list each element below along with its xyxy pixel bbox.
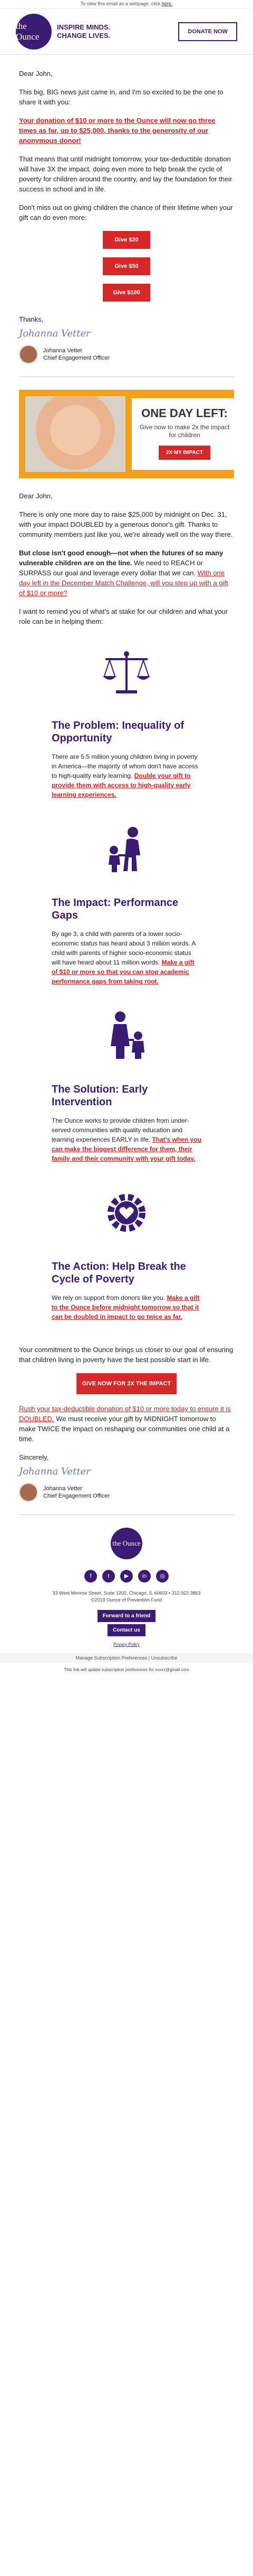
social-links [0, 1570, 253, 1583]
match-challenge-link[interactable]: With one day left in the December Match Challenge, will you step up with a gift of $10 or more? [19, 569, 228, 597]
feature-text: The Ounce works to provide children from under-served communities with quality education and learning experiences EARLY in life. That's when you can make the biggest difference for them, their family and their community with your gift today. [52, 1117, 201, 1162]
body-text: We need to REACH or SURPASS our goal and leverage every dollar that we can. [19, 559, 203, 577]
feature-action [0, 1176, 253, 1321]
feature-link[interactable]: That's when you can make the biggest difference for them, their family and their community with your gift today. [52, 1136, 201, 1162]
footer-address: 33 West Monroe Street, Suite 1200, Chicago, IL 60603 • 312.922.3863 ©2019 Ounce of Prevention Fund [0, 1590, 253, 1604]
intro-paragraph-3: Don't miss out on giving children the chance of their lifetime when your gift can do even more: [19, 204, 233, 221]
give-now-2x-button[interactable]: GIVE NOW FOR 2X THE IMPACT [76, 1373, 177, 1394]
feature-title: The Action: Help Break the Cycle of Poverty [52, 1261, 186, 1285]
manage-subscription-link[interactable]: Manage Subscription Preferences | Unsubscribe [75, 1655, 178, 1661]
preheader-text: To view this email as a webpage, click [80, 1, 161, 6]
hero-subtitle: Give now to make 2x the impact for children [139, 423, 230, 439]
greeting: Dear John, [19, 70, 53, 78]
body-paragraph-1: There is only one more day to raise $25,000 by midnight on Dec. 31, with your impact DOUBLED by a generous donor's gift. Thanks to community members just like you, we're already well on the way there. [19, 510, 233, 538]
feature-link[interactable]: Make a gift to the Ounce before midnight tomorrow so that it can be doubled in impact to go twice as far. [52, 1294, 200, 1320]
subscription-note: This link will update subscription preferences for xxxxx@gmail.com [64, 1667, 189, 1672]
subscription-bar [0, 1653, 253, 1663]
closing-section [0, 1334, 253, 1502]
intro-paragraph-1: This big, BIG news just came in, and I'm so excited to be the one to share it with you: [19, 88, 223, 106]
feature-title: The Impact: Performance Gaps [52, 897, 179, 921]
hero-title: ONE DAY LEFT: [141, 407, 228, 420]
give-20-button[interactable]: Give $20 [103, 231, 150, 249]
baby-photo [25, 396, 125, 472]
scales-icon [100, 645, 153, 698]
donate-now-button[interactable]: DONATE NOW [178, 22, 237, 41]
closing-signature: Johanna Vetter [19, 1466, 91, 1477]
signer-name: Johanna Vetter [43, 348, 83, 354]
footer-buttons [0, 1609, 253, 1637]
rush-donation-link[interactable]: Rush your tax-deductible donation of $10 or more today to ensure it is DOUBLED. [19, 1405, 231, 1423]
give-100-button[interactable]: Give $100 [103, 284, 150, 302]
footer-divider [19, 1514, 234, 1515]
linkedin-icon[interactable]: in [138, 1570, 151, 1583]
feature-text: There are 5.5 million young children living in poverty in America—the majority of whom don't have access to high-quality early learning. Double your gift to provide them with access to high-quality early learning experiences. [52, 753, 198, 798]
youtube-icon[interactable]: ▶ [120, 1570, 133, 1583]
body-bold-text: But close isn't good enough—not when the futures of so many vulnerable children are on the line. [19, 549, 223, 567]
feature-impact [0, 812, 253, 986]
feature-problem [0, 635, 253, 799]
hero-card [132, 398, 237, 470]
feature-solution [0, 999, 253, 1163]
triple-match-link[interactable]: Your donation of $10 or more to the Ounce will now go three times as far, up to $25,000, thanks to the generosity of our anonymous donor! [19, 117, 216, 144]
body-greeting: Dear John, [19, 492, 53, 500]
body-section [0, 478, 253, 626]
avatar [19, 345, 38, 364]
signer-title: Chief Engagement Officer [43, 355, 110, 361]
feature-title: The Solution: Early Intervention [52, 1084, 148, 1108]
thanks-text: Thanks, [19, 315, 44, 323]
feature-link[interactable]: Make a gift of $10 or more so that you can stop academic performance gaps from taking root. [52, 959, 194, 985]
avatar [19, 1483, 38, 1502]
intro-section [0, 55, 253, 364]
body-paragraph-2 [19, 548, 234, 598]
closing-paragraph-1: Your commitment to the Ounce brings us closer to our goal of ensuring that children living in poverty have the best possible start in life. [19, 1346, 233, 1364]
signature: Johanna Vetter [19, 328, 91, 339]
gear-heart-icon [100, 1186, 153, 1239]
forward-to-friend-button[interactable]: Forward to a friend [98, 1610, 156, 1622]
feature-title: The Problem: Inequality of Opportunity [52, 720, 184, 744]
double-impact-button[interactable]: 2X MY IMPACT [159, 446, 210, 460]
header [0, 9, 253, 55]
family-icon [100, 1009, 153, 1062]
parent-child-icon [100, 823, 153, 875]
footer-logo[interactable]: the Ounce [111, 1528, 142, 1559]
footer [0, 1528, 253, 1678]
facebook-icon[interactable]: f [84, 1570, 97, 1583]
feature-link[interactable]: Double your gift to provide them with access to high-quality early learning experiences. [52, 772, 191, 798]
sincerely-text: Sincerely, [19, 1453, 49, 1461]
ounce-logo[interactable]: the Ounce [16, 14, 52, 50]
tagline [57, 23, 110, 40]
give-50-button[interactable]: Give $50 [103, 257, 150, 275]
feature-text: We rely on support from donors like you. Make a gift to the Ounce before midnight tomorrow so that it can be doubled in impact to go twice as far. [52, 1294, 200, 1320]
body-paragraph-3: I want to remind you of what's at stake for our children and what your role can be in helping them: [19, 607, 228, 625]
signer-name: Johanna Vetter [43, 1485, 83, 1492]
preheader [0, 0, 253, 9]
hero-banner[interactable] [19, 390, 234, 478]
copyright: ©2019 Ounce of Prevention Fund [91, 1597, 162, 1603]
signer-title: Chief Engagement Officer [43, 1493, 110, 1499]
closing-signer [19, 1483, 234, 1502]
contact-us-button[interactable]: Contact us [108, 1624, 145, 1636]
tagline-line2: CHANGE LIVES. [57, 32, 111, 40]
privacy-policy-link[interactable]: Privacy Policy [113, 1642, 140, 1647]
tagline-line1: INSPIRE MINDS. [57, 23, 111, 31]
closing-paragraph-2: Rush your tax-deductible donation of $10 or more today to ensure it is DOUBLED. We must receive your gift by MIDNIGHT tomorrow to make TWICE the impact on reshaping our communities one child at a time. [19, 1405, 231, 1443]
twitter-icon[interactable]: t [102, 1570, 115, 1583]
feature-text: By age 3, a child with parents of a lower socio-economic status has heard about 3 million words. A child with parents of higher socio-economic status will have heard about 11 million words. Make a gift of $10 or more so that you can stop academic performance gaps from taking root. [52, 930, 196, 985]
intro-paragraph-2: That means that until midnight tomorrow, your tax-deductible donation will have 3X the impact, doing even more to help break the cycle of poverty for children around the country, and lay the foundation for their success in school and in life. [19, 155, 232, 193]
signer [19, 345, 234, 364]
instagram-icon[interactable]: ◎ [156, 1570, 169, 1583]
webpage-link[interactable]: here. [161, 1, 173, 6]
